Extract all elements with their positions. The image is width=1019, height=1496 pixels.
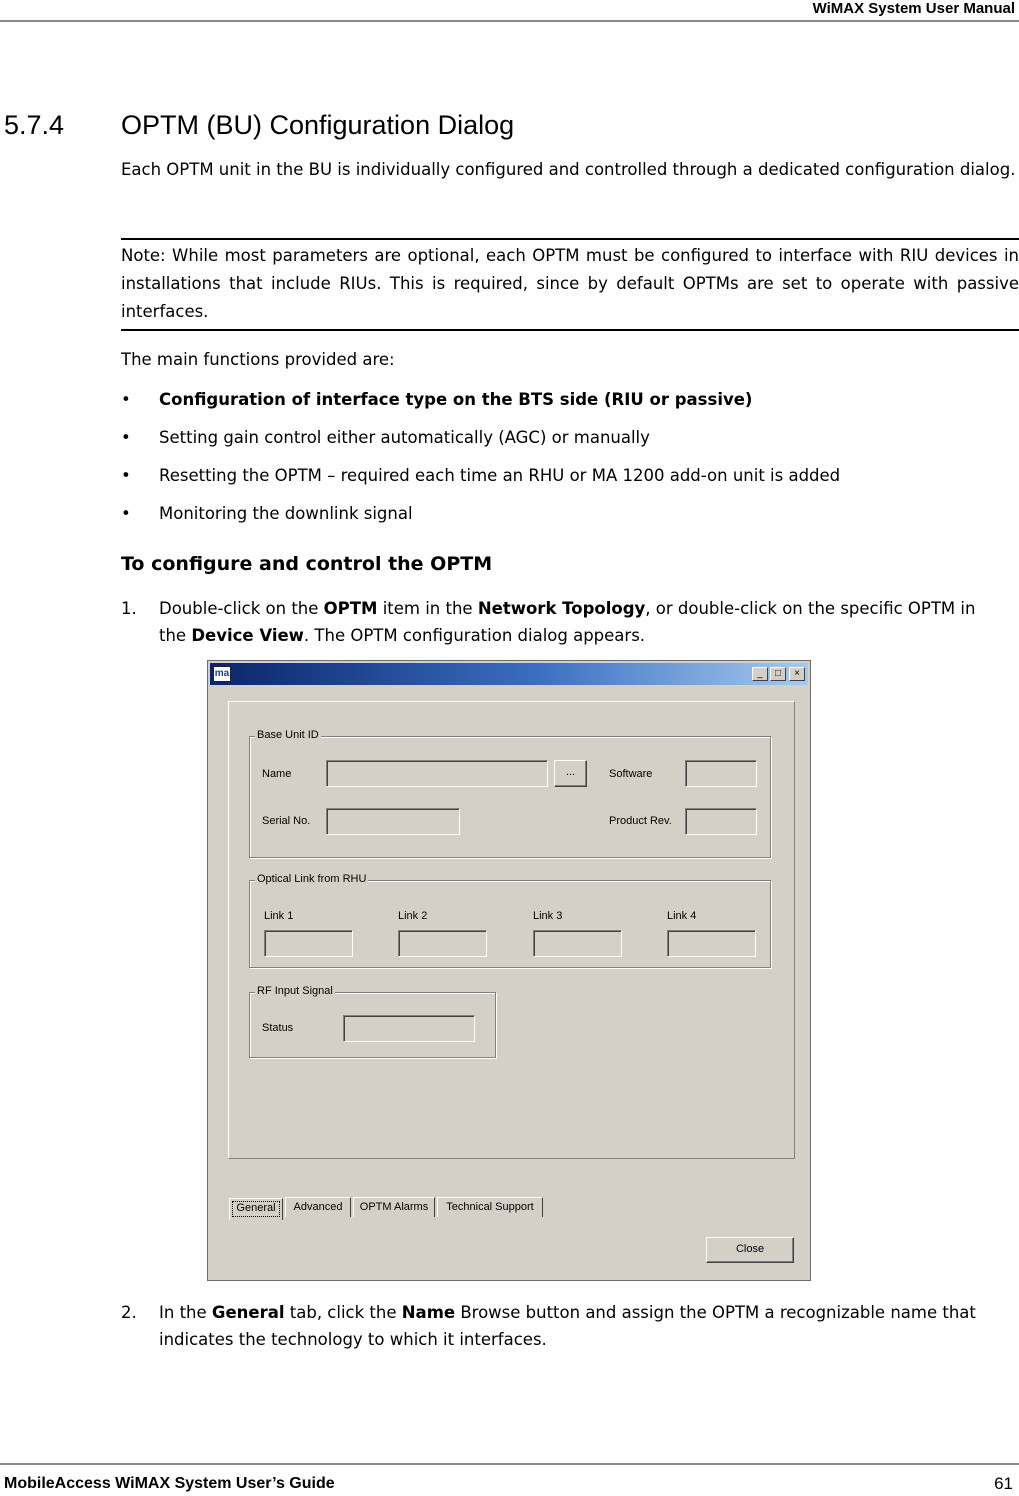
running-header-title: WiMAX System User Manual — [812, 0, 1015, 17]
step-bold-term: Name — [401, 1303, 456, 1322]
step-text-part: Browse button and assign the OPTM a recognizable name that indicates the technology to which it interfaces. — [159, 1303, 976, 1349]
group-label: Base Unit ID — [257, 729, 319, 741]
tab-general[interactable]: General — [229, 1198, 283, 1220]
bullet-icon: • — [121, 466, 131, 485]
name-field[interactable] — [326, 760, 548, 787]
section-number: 5.7.4 — [4, 110, 65, 140]
step-text — [159, 595, 999, 649]
general-tab-panel — [228, 701, 795, 1159]
step-bold-term: General — [211, 1303, 285, 1322]
bullet-text: Configuration of interface type on the BTS side (RIU or passive) — [159, 390, 753, 409]
name-browse-button[interactable]: ... — [554, 760, 587, 787]
step-text-part: . The OPTM configuration dialog appears. — [303, 626, 646, 645]
step-text-part: , or double-click on the specific OPTM in the — [159, 599, 976, 645]
link-2-field[interactable] — [398, 930, 487, 957]
group-label: RF Input Signal — [257, 985, 333, 997]
app-logo-icon: ma — [213, 666, 231, 682]
step-text — [159, 1299, 999, 1353]
note-box: Note: While most parameters are optional, each OPTM must be configured to interface with RIU devices in installations that include RIUs. This is required, since by default OPTMs are set to operate with passive interfaces. — [121, 238, 1019, 331]
link-1-field[interactable] — [264, 930, 353, 957]
step-number: 2. — [121, 1303, 137, 1322]
bullet-text: Monitoring the downlink signal — [159, 504, 413, 523]
minimize-button[interactable]: _ — [752, 667, 768, 681]
functions-intro: The main functions provided are: — [121, 350, 395, 369]
base-unit-id-group — [249, 729, 771, 858]
step-number: 1. — [121, 599, 137, 618]
maximize-button[interactable]: □ — [770, 667, 786, 681]
bullet-text: Setting gain control either automatically (AGC) or manually — [159, 428, 650, 447]
link-3-label: Link 3 — [533, 910, 563, 922]
link-3-field[interactable] — [533, 930, 622, 957]
serial-field[interactable] — [326, 808, 460, 835]
dialog-titlebar[interactable] — [210, 663, 808, 685]
status-field[interactable] — [343, 1015, 475, 1042]
procedure-heading: To configure and control the OPTM — [121, 553, 493, 575]
step-text-part: Double-click on the — [159, 599, 324, 618]
header-rule — [0, 20, 1019, 22]
bullet-icon: • — [121, 504, 131, 523]
footer-rule — [0, 1463, 1019, 1465]
link-4-label: Link 4 — [667, 910, 697, 922]
link-1-label: Link 1 — [264, 910, 294, 922]
link-4-field[interactable] — [667, 930, 756, 957]
product-rev-field[interactable] — [685, 808, 757, 835]
bullet-icon: • — [121, 390, 131, 409]
software-label: Software — [609, 768, 653, 780]
section-heading — [4, 110, 514, 141]
name-label: Name — [262, 768, 292, 780]
status-label: Status — [262, 1022, 294, 1034]
product-rev-label: Product Rev. — [609, 815, 672, 827]
step-bold-term: Device View — [191, 626, 304, 645]
step-bold-term: OPTM — [323, 599, 378, 618]
footer-guide-title: MobileAccess WiMAX System User’s Guide — [4, 1475, 335, 1492]
tab-advanced[interactable]: Advanced — [285, 1197, 351, 1217]
software-field[interactable] — [685, 760, 757, 787]
close-button[interactable]: Close — [706, 1237, 794, 1263]
step-bold-term: Network Topology — [477, 599, 646, 618]
intro-paragraph: Each OPTM unit in the BU is individually configured and controlled through a dedicated configuration dialog. — [121, 160, 1016, 179]
link-2-label: Link 2 — [398, 910, 428, 922]
page-number: 61 — [994, 1474, 1013, 1493]
tab-optm-alarms[interactable]: OPTM Alarms — [353, 1197, 435, 1217]
section-title: OPTM (BU) Configuration Dialog — [121, 110, 515, 140]
bullet-icon: • — [121, 428, 131, 447]
optm-config-dialog — [207, 660, 811, 1281]
tab-technical-support[interactable]: Technical Support — [437, 1197, 543, 1217]
close-window-button[interactable]: × — [789, 667, 805, 681]
step-text-part: tab, click the — [284, 1303, 402, 1322]
step-text-part: In the — [159, 1303, 212, 1322]
step-text-part: item in the — [377, 599, 478, 618]
bullet-text: Resetting the OPTM – required each time an RHU or MA 1200 add-on unit is added — [159, 466, 841, 485]
serial-label: Serial No. — [262, 815, 311, 827]
group-label: Optical Link from RHU — [257, 873, 367, 885]
